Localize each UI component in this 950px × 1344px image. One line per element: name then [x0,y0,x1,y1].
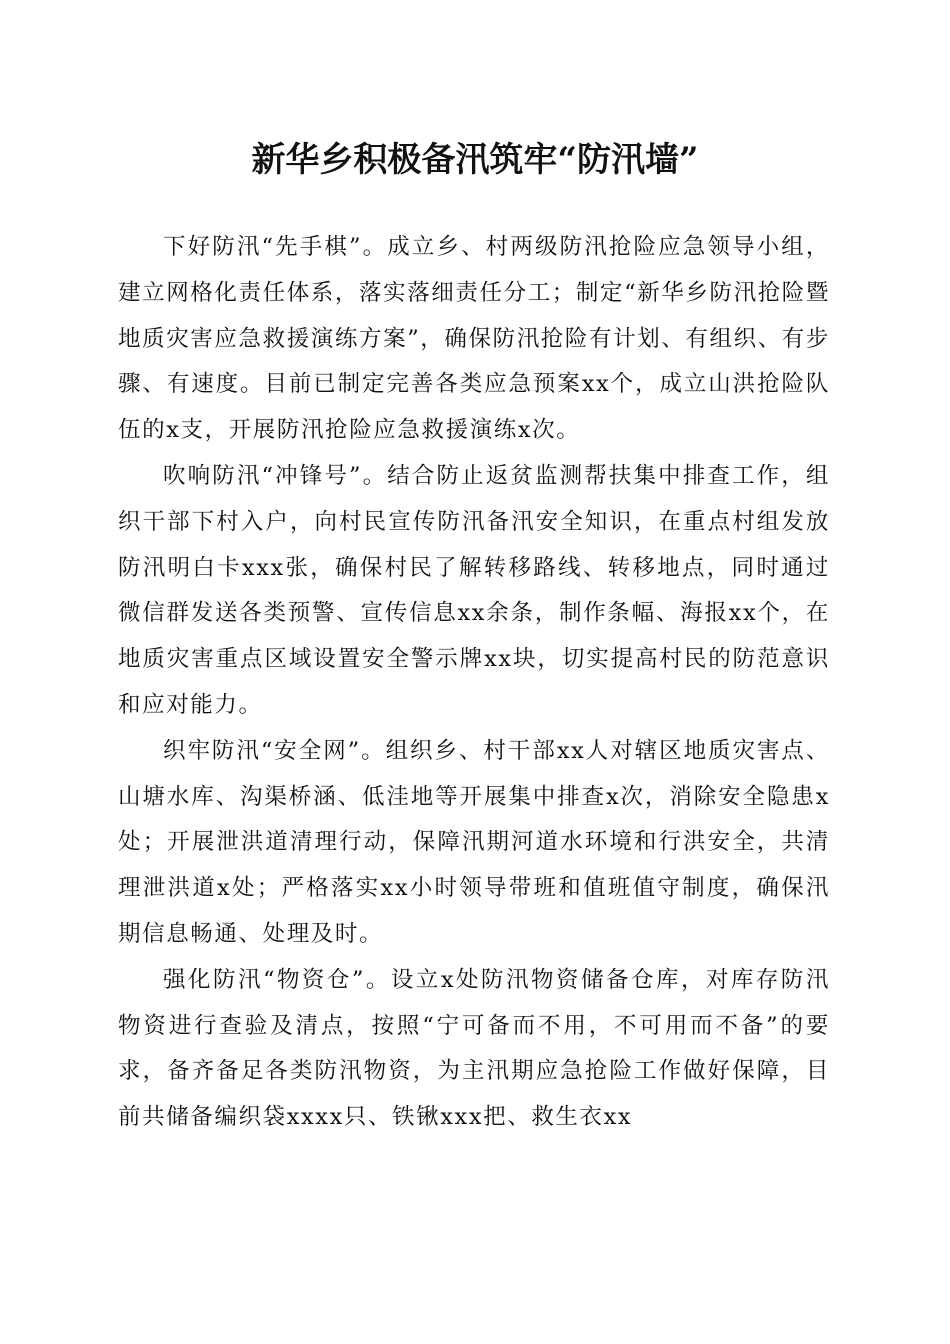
paragraph-safety-net: 织牢防汛“安全网”。组织乡、村干部xx人对辖区地质灾害点、山塘水库、沟渠桥涵、低洼地等开展集中排查x次，消除安全隐患x处；开展泄洪道清理行动，保障汛期河道水环境和行洪安全，共清理泄洪道x处；严格落实xx小时领导带班和值班值守制度，确保汛期信息畅通、处理及时。 [118,737,830,947]
paragraph-preparation: 下好防汛“先手棋”。成立乡、村两级防汛抢险应急领导小组，建立网格化责任体系，落实落细责任分工；制定“新华乡防汛抢险暨地质灾害应急救援演练方案”，确保防汛抢险有计划、有组织、有步骤、有速度。目前已制定完善各类应急预案xx个，成立山洪抢险队伍的x支，开展防汛抢险应急救援演练x次。 [118,234,831,444]
document-title: 新华乡积极备汛筑牢“防汛墙” [251,140,699,180]
document-body [118,225,830,1141]
paragraph-publicity: 吹响防汛“冲锋号”。结合防止返贫监测帮扶集中排查工作，组织干部下村入户，向村民宣传防汛备汛安全知识，在重点村组发放防汛明白卡xxx张，确保村民了解转移路线、转移地点，同时通过微信群发送各类预警、宣传信息xx余条，制作条幅、海报xx个，在地质灾害重点区域设置安全警示牌xx块，切实提高村民的防范意识和应对能力。 [118,462,830,718]
paragraph-supplies: 强化防汛“物资仓”。设立x处防汛物资储备仓库，对库存防汛物资进行查验及清点，按照“宁可备而不用，不可用而不备”的要求，备齐备足各类防汛物资，为主汛期应急抢险工作做好保障，目前共储备编织袋xxxx只、铁锹xxx把、救生衣xx [118,966,830,1131]
